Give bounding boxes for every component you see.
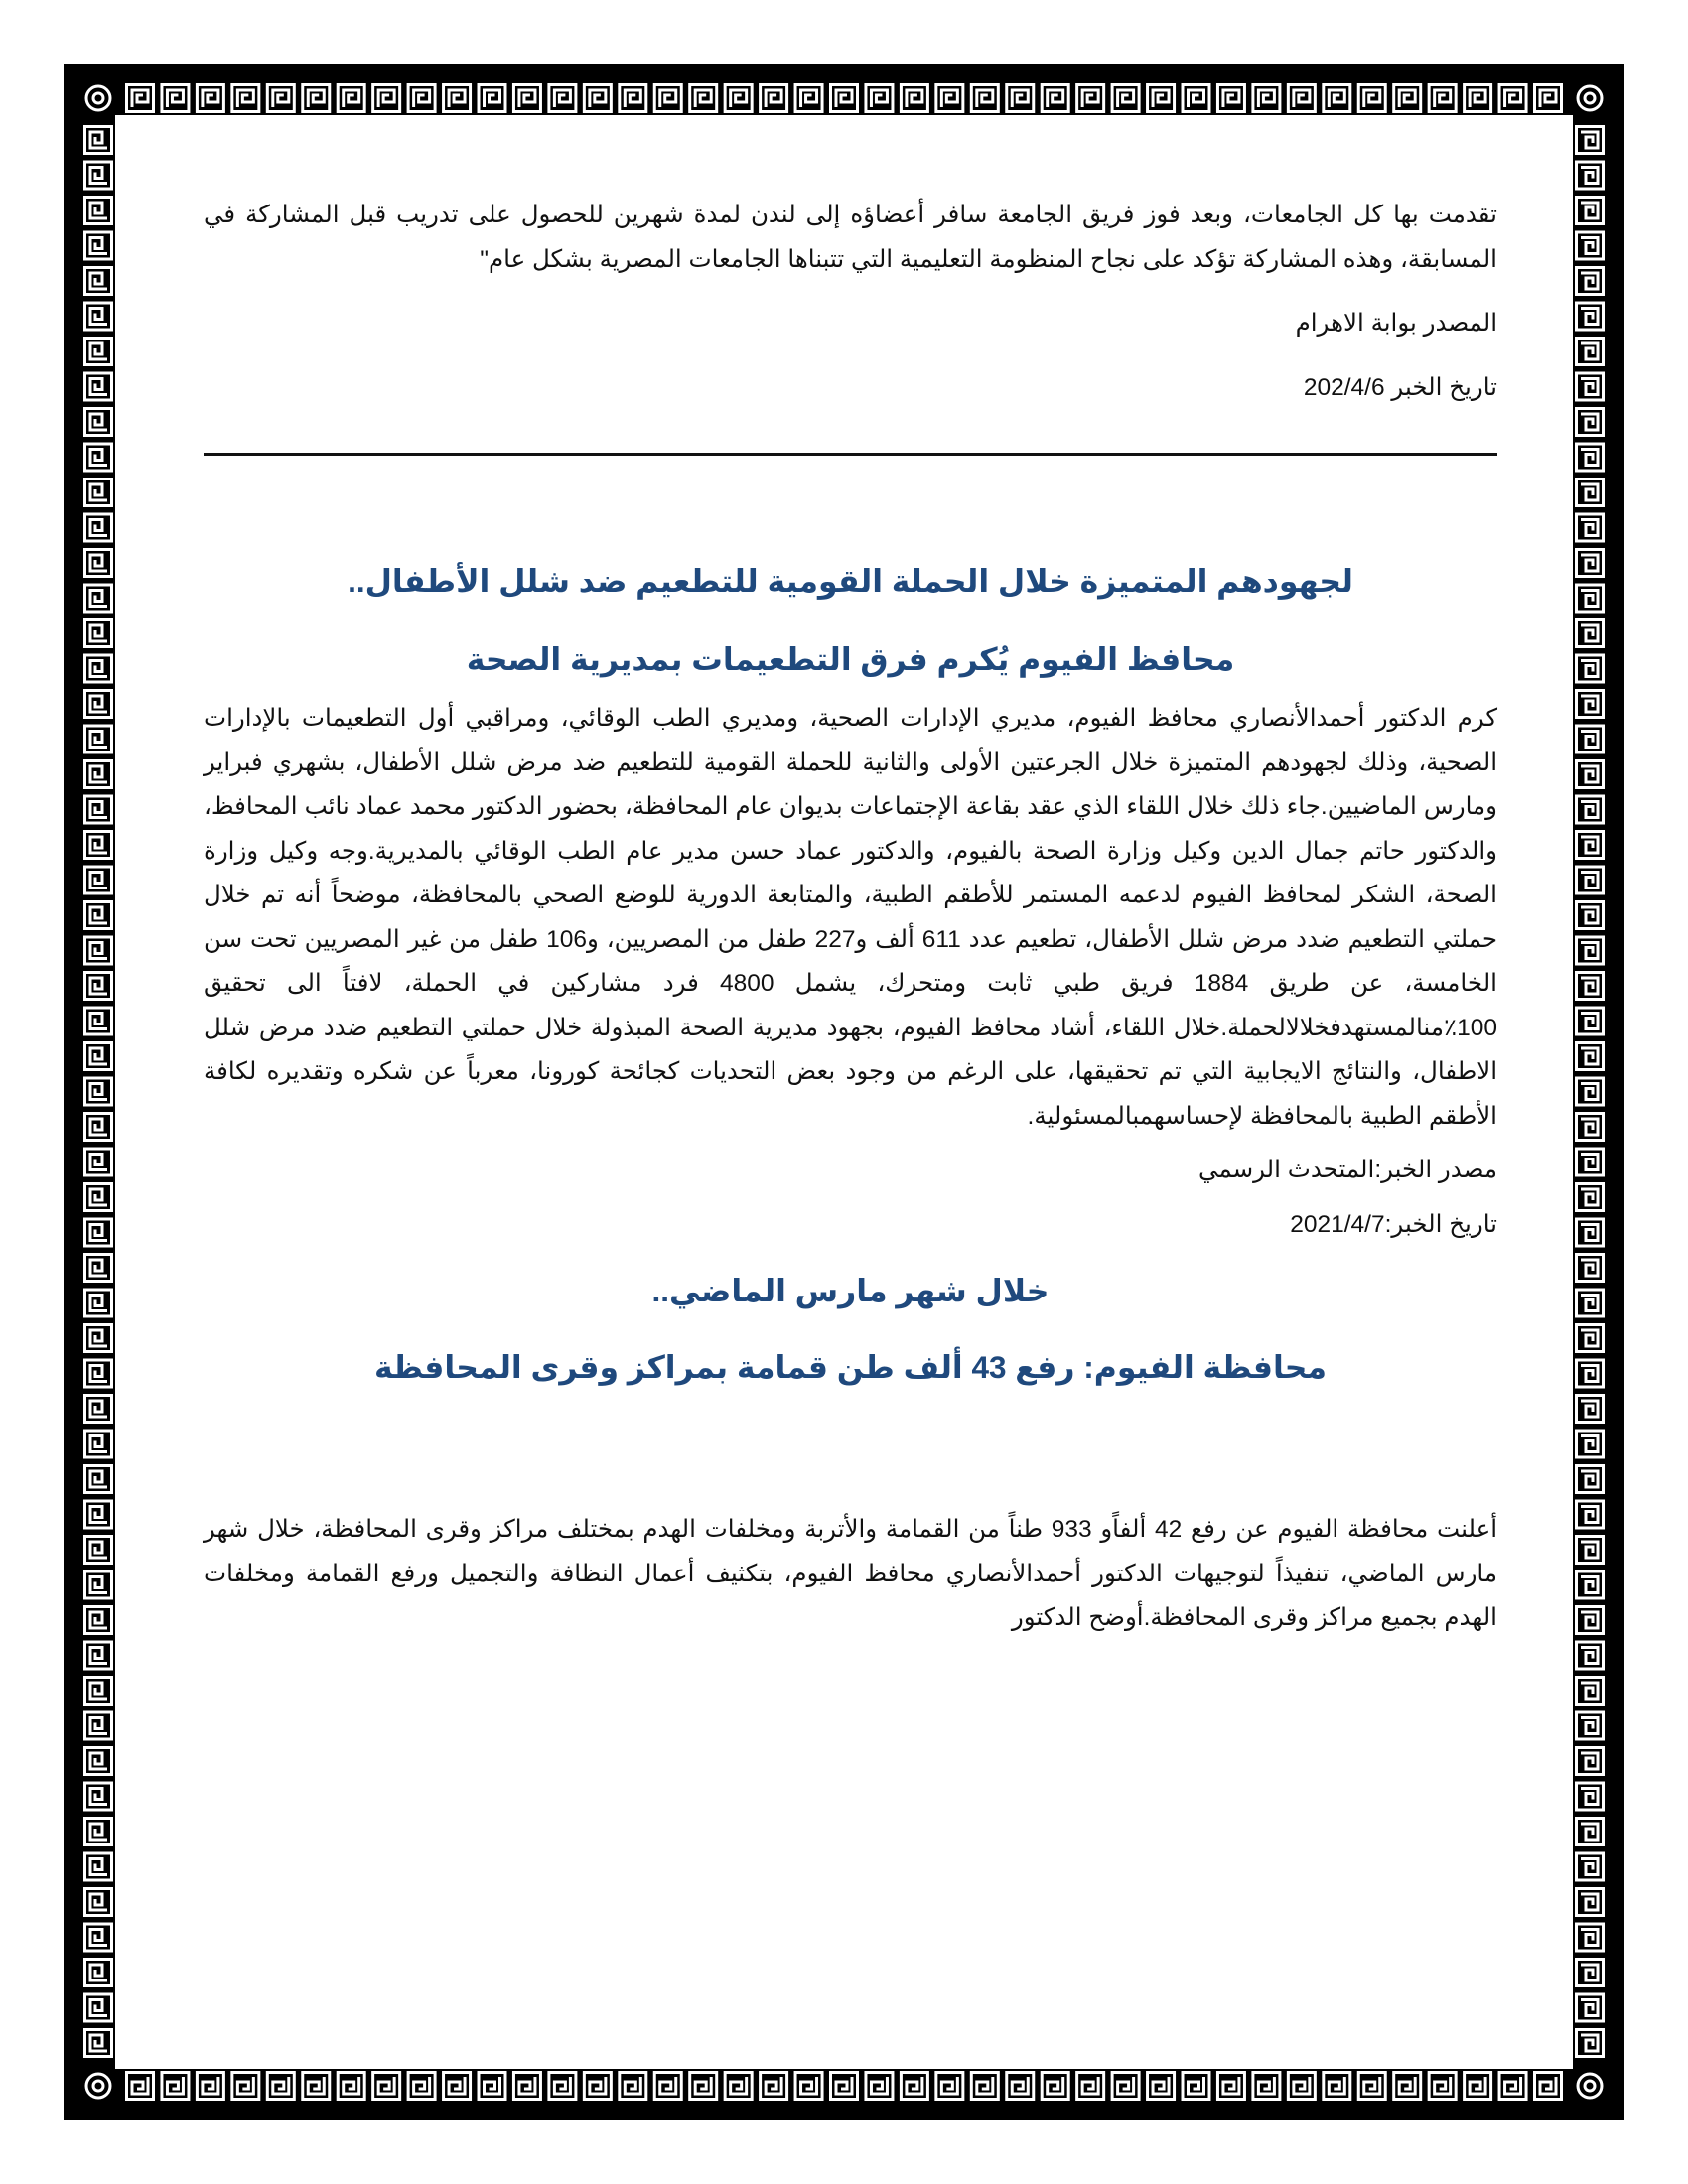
article-headline: لجهودهم المتميزة خلال الحملة القومية للتطعيم ضد شلل الأطفال.. bbox=[348, 563, 1353, 599]
news-date: تاريخ الخبر:2021/4/7 bbox=[1290, 1210, 1497, 1238]
article-garbage-collection bbox=[204, 1269, 1497, 1641]
page-content bbox=[204, 194, 1497, 1641]
article-subheadline: محافظة الفيوم: رفع 43 ألف طن قمامة بمراكز وقرى المحافظة bbox=[374, 1349, 1327, 1385]
news-date: تاريخ الخبر 202/4/6 bbox=[1303, 373, 1497, 401]
article-university-continuation bbox=[204, 194, 1497, 410]
article-body: أعلنت محافظة الفيوم عن رفع 42 ألفاًو 933 طناً من القمامة والأتربة ومخلفات الهدم بمختلف مراكز وقرى المحافظة، خلال شهر مارس الماضي، تنفيذاً لتوجيهات الدكتور أحمدالأنصاري محافظ الفيوم، بتكثيف أعمال النظافة والتجميل ورفع القمامة ومخلفات الهدم بجميع مراكز وقرى المحافظة.أوضح الدكتور bbox=[204, 1516, 1498, 1631]
news-source: المصدر بوابة الاهرام bbox=[1295, 310, 1497, 337]
article-vaccination bbox=[204, 559, 1497, 1247]
news-source: مصدر الخبر:المتحدث الرسمي bbox=[1198, 1157, 1497, 1183]
article-body: تقدمت بها كل الجامعات، وبعد فوز فريق الجامعة سافر أعضاؤه إلى لندن لمدة شهرين للحصول على تدريب قبل المشاركة في المسابقة، وهذه المشاركة تؤكد على نجاح المنظومة التعليمية التي تتبناها الجامعات المصرية بشكل عام" bbox=[204, 202, 1497, 273]
article-subheadline: محافظ الفيوم يُكرم فرق التطعيمات بمديرية الصحة bbox=[466, 641, 1235, 677]
article-body: كرم الدكتور أحمدالأنصاري محافظ الفيوم، مديري الإدارات الصحية، ومديري الطب الوقائي، ومراقبي أول التطعيمات بالإدارات الصحية، وذلك لجهودهم المتميزة خلال الجرعتين الأولى والثانية للحملة القومية للتطعيم ضد مرض شلل الأطفال، بشهري فبراير ومارس الماضيين.جاء ذلك خلال اللقاء الذي عقد بقاعة الإجتماعات بديوان عام المحافظة، بحضور الدكتور محمد عماد نائب المحافظ، والدكتور حاتم جمال الدين وكيل وزارة الصحة بالفيوم، والدكتور عماد حسن مدير عام الطب الوقائي بالمديرية.وجه وكيل وزارة الصحة، الشكر لمحافظ الفيوم لدعمه المستمر للأطقم الطبية، والمتابعة الدورية للوضع الصحي بالمحافظة، موضحاً أنه تم خلال حملتي التطعيم ضدد مرض شلل الأطفال، تطعيم عدد 611 ألف و227 طفل من المصريين، و106 طفل من غير المصريين تحت سن الخامسة، عن طريق 1884 فريق طبي ثابت ومتحرك، يشمل 4800 فرد مشاركين في الحملة، لافتاً الى تحقيق 100٪منالمستهدفخلالالحملة.خلال اللقاء، أشاد محافظ الفيوم، بجهود مديرية الصحة المبذولة خلال حملتي التطعيم ضدد مرض شلل الاطفال، والنتائج الايجابية التي تم تحقيقها، على الرغم من وجود بعض التحديات كجائحة كورونا، معرباً عن شكره وتقديره لكافة الأطقم الطبية بالمحافظة لإحساسهمبالمسئولية. bbox=[204, 705, 1498, 1130]
article-headline: خلال شهر مارس الماضي.. bbox=[651, 1273, 1050, 1308]
